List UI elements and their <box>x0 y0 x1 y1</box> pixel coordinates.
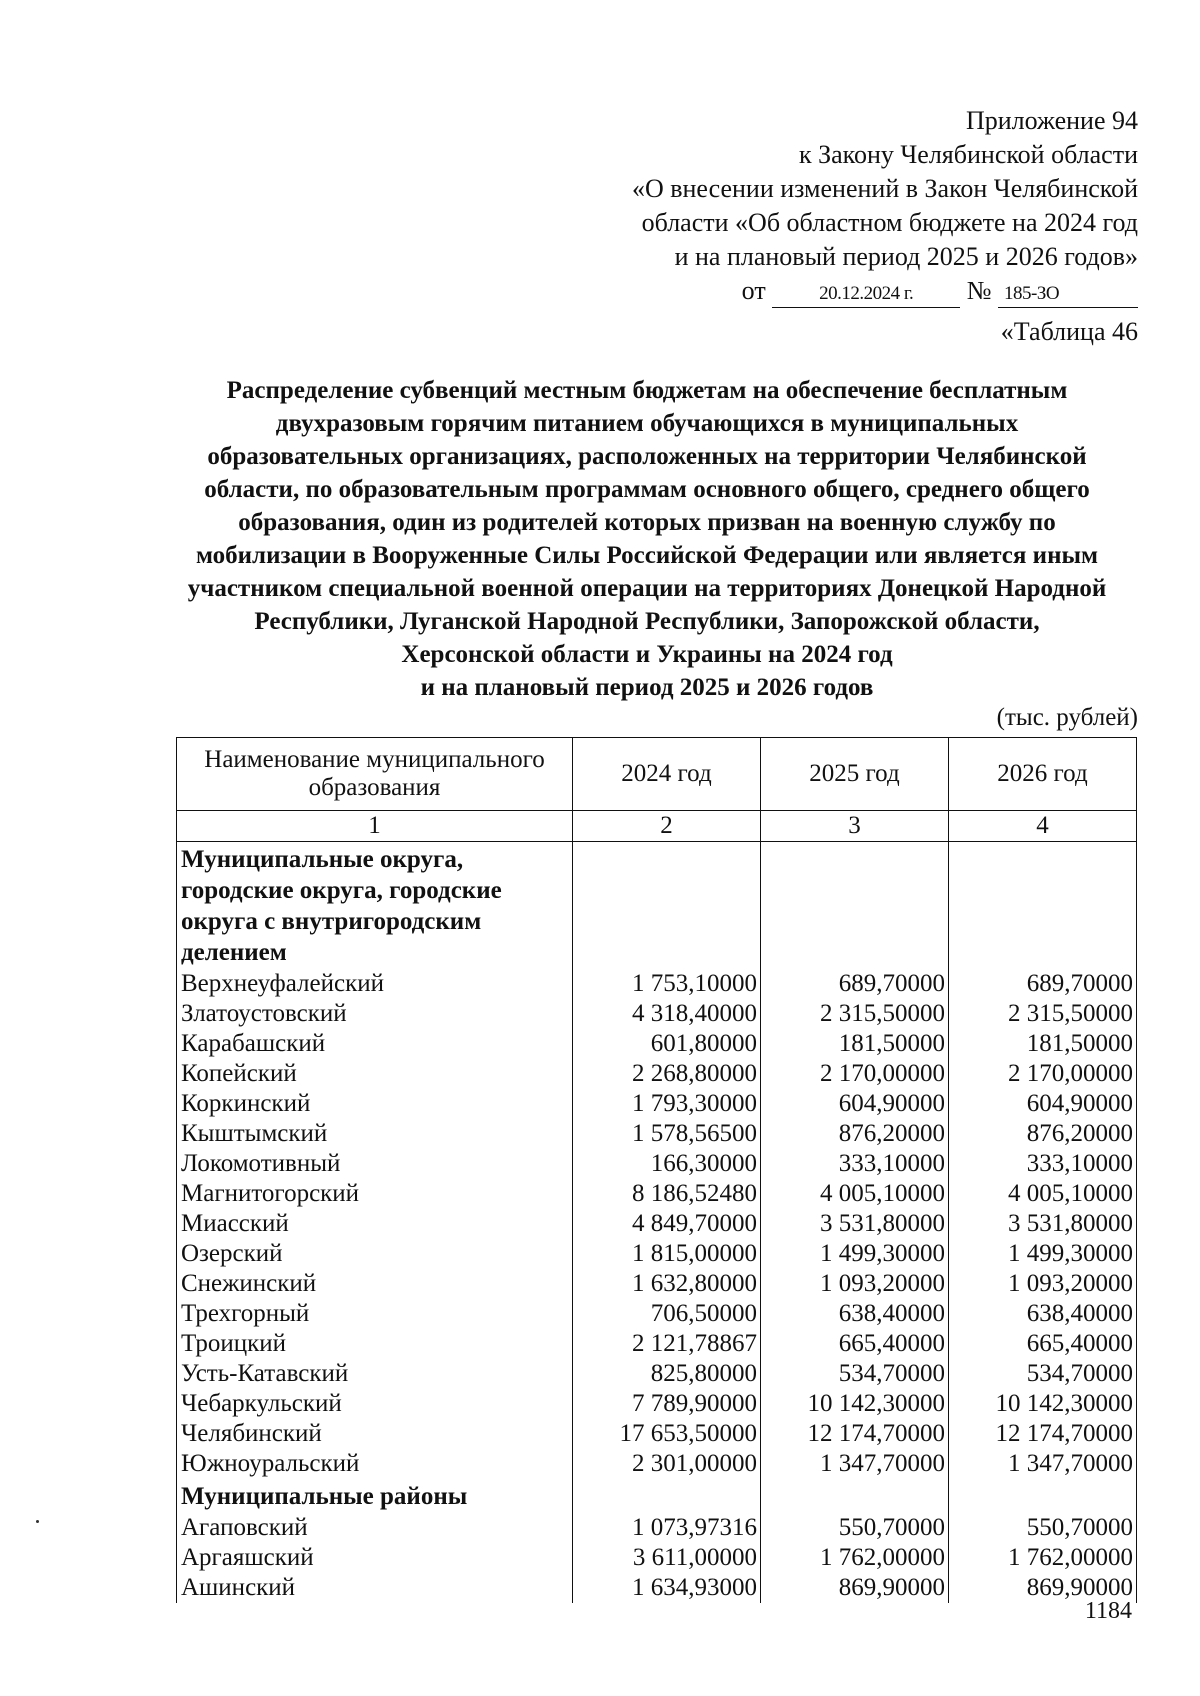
table-row <box>177 1059 1137 1089</box>
value-2025: 181,50000 <box>761 1029 949 1059</box>
table-row <box>177 1359 1137 1389</box>
column-number: 1 <box>177 811 573 842</box>
value-2025: 604,90000 <box>761 1089 949 1119</box>
municipality-name: Троицкий <box>177 1329 573 1359</box>
table-row <box>177 1573 1137 1603</box>
value-2026: 1 093,20000 <box>949 1269 1137 1299</box>
municipality-name: Карабашский <box>177 1029 573 1059</box>
table-row <box>177 1269 1137 1299</box>
municipality-name: Локомотивный <box>177 1149 573 1179</box>
value-2026: 638,40000 <box>949 1299 1137 1329</box>
header-municipality: Наименование муниципального образования <box>177 738 573 811</box>
municipality-name: Южноуральский <box>177 1449 573 1479</box>
value-2026: 2 315,50000 <box>949 999 1137 1029</box>
value-2025: 10 142,30000 <box>761 1389 949 1419</box>
municipality-name: Златоустовский <box>177 999 573 1029</box>
value-2024: 2 121,78867 <box>573 1329 761 1359</box>
value-2024: 1 578,56500 <box>573 1119 761 1149</box>
value-2025: 876,20000 <box>761 1119 949 1149</box>
value-2026: 665,40000 <box>949 1329 1137 1359</box>
municipality-name: Ашинский <box>177 1573 573 1603</box>
group-heading-row <box>177 1479 1137 1513</box>
municipality-name: Миасский <box>177 1209 573 1239</box>
title-line: мобилизации в Вооруженные Силы Российской Федерации или является иным <box>195 542 1099 569</box>
title-line: участником специальной военной операции на территориях Донецкой Народной <box>187 575 1107 602</box>
column-number: 4 <box>949 811 1137 842</box>
value-2025: 869,90000 <box>761 1573 949 1603</box>
value-2025: 534,70000 <box>761 1359 949 1389</box>
value-2024: 1 793,30000 <box>573 1089 761 1119</box>
value-2026: 604,90000 <box>949 1089 1137 1119</box>
title-line: образовательных организациях, расположенных на территории Челябинской <box>207 443 1087 470</box>
value-2024: 825,80000 <box>573 1359 761 1389</box>
table-body <box>177 842 1137 1604</box>
value-2026: 876,20000 <box>949 1119 1137 1149</box>
table-row <box>177 1329 1137 1359</box>
table-row <box>177 1299 1137 1329</box>
value-2024: 706,50000 <box>573 1299 761 1329</box>
title-line: области, по образовательным программам основного общего, среднего общего <box>204 476 1090 503</box>
value-2026: 4 005,10000 <box>949 1179 1137 1209</box>
value-2024: 17 653,50000 <box>573 1419 761 1449</box>
group-heading: Муниципальные районы <box>177 1479 573 1513</box>
value-2025: 1 347,70000 <box>761 1449 949 1479</box>
table-row <box>177 1543 1137 1573</box>
units-label: (тыс. рублей) <box>996 704 1138 731</box>
value-2026: 1 499,30000 <box>949 1239 1137 1269</box>
value-2026: 333,10000 <box>949 1149 1137 1179</box>
title-line: двухразовым горячим питанием обучающихся в муниципальных <box>275 410 1019 437</box>
table-row <box>177 1089 1137 1119</box>
value-2025: 12 174,70000 <box>761 1419 949 1449</box>
group-heading: Муниципальные округа, городские округа, городские округа с внутригородским делением <box>177 842 573 970</box>
law-signature-line <box>518 274 1138 308</box>
number-prefix: № <box>966 276 992 305</box>
value-2025: 689,70000 <box>761 969 949 999</box>
municipality-name: Челябинский <box>177 1419 573 1449</box>
value-2025: 2 315,50000 <box>761 999 949 1029</box>
value-2026: 534,70000 <box>949 1359 1137 1389</box>
value-2024: 2 301,00000 <box>573 1449 761 1479</box>
title-line: образования, один из родителей которых призван на военную службу по <box>238 509 1056 536</box>
value-2025: 1 499,30000 <box>761 1239 949 1269</box>
municipality-name: Снежинский <box>177 1269 573 1299</box>
table-row <box>177 969 1137 999</box>
table-row <box>177 1149 1137 1179</box>
municipality-name: Магнитогорский <box>177 1179 573 1209</box>
empty-cell <box>573 1479 761 1513</box>
subvention-table <box>176 737 1137 1603</box>
value-2025: 333,10000 <box>761 1149 949 1179</box>
municipality-name: Усть-Катавский <box>177 1359 573 1389</box>
value-2025: 638,40000 <box>761 1299 949 1329</box>
table-row <box>177 1449 1137 1479</box>
table-row <box>177 1239 1137 1269</box>
empty-cell <box>761 842 949 970</box>
value-2025: 1 093,20000 <box>761 1269 949 1299</box>
municipality-name: Кыштымский <box>177 1119 573 1149</box>
value-2026: 181,50000 <box>949 1029 1137 1059</box>
value-2025: 1 762,00000 <box>761 1543 949 1573</box>
value-2024: 166,30000 <box>573 1149 761 1179</box>
empty-cell <box>949 842 1137 970</box>
municipality-name: Агаповский <box>177 1513 573 1543</box>
header-2025: 2025 год <box>761 738 949 811</box>
appendix-line: к Закону Челябинской области <box>798 140 1138 169</box>
value-2024: 4 849,70000 <box>573 1209 761 1239</box>
empty-cell <box>573 842 761 970</box>
municipality-name: Копейский <box>177 1059 573 1089</box>
value-2024: 1 634,93000 <box>573 1573 761 1603</box>
value-2024: 3 611,00000 <box>573 1543 761 1573</box>
municipality-name: Верхнеуфалейский <box>177 969 573 999</box>
appendix-header <box>518 104 1138 308</box>
table-row <box>177 1209 1137 1239</box>
title-line: Распределение субвенций местным бюджетам на обеспечение бесплатным <box>226 377 1068 404</box>
appendix-line: «О внесении изменений в Закон Челябинской <box>631 174 1138 203</box>
title-line: и на плановый период 2025 и 2026 годов <box>420 674 874 701</box>
value-2024: 1 753,10000 <box>573 969 761 999</box>
municipality-name: Трехгорный <box>177 1299 573 1329</box>
value-2026: 1 762,00000 <box>949 1543 1137 1573</box>
scan-speck <box>36 1520 39 1523</box>
law-number: 185-ЗО <box>998 281 1138 308</box>
value-2026: 689,70000 <box>949 969 1137 999</box>
empty-cell <box>949 1479 1137 1513</box>
value-2024: 1 632,80000 <box>573 1269 761 1299</box>
table-row <box>177 1119 1137 1149</box>
value-2024: 4 318,40000 <box>573 999 761 1029</box>
value-2026: 550,70000 <box>949 1513 1137 1543</box>
value-2025: 4 005,10000 <box>761 1179 949 1209</box>
municipality-name: Коркинский <box>177 1089 573 1119</box>
column-number: 3 <box>761 811 949 842</box>
value-2025: 665,40000 <box>761 1329 949 1359</box>
value-2026: 10 142,30000 <box>949 1389 1137 1419</box>
value-2025: 2 170,00000 <box>761 1059 949 1089</box>
table-row <box>177 1389 1137 1419</box>
header-2024: 2024 год <box>573 738 761 811</box>
table-row <box>177 1029 1137 1059</box>
title-line: Херсонской области и Украины на 2024 год <box>401 641 893 668</box>
value-2024: 1 073,97316 <box>573 1513 761 1543</box>
value-2025: 550,70000 <box>761 1513 949 1543</box>
value-2026: 12 174,70000 <box>949 1419 1137 1449</box>
appendix-line: Приложение 94 <box>965 106 1138 135</box>
value-2024: 601,80000 <box>573 1029 761 1059</box>
header-2026: 2026 год <box>949 738 1137 811</box>
value-2024: 1 815,00000 <box>573 1239 761 1269</box>
law-date: 20.12.2024 г. <box>772 281 960 308</box>
value-2024: 2 268,80000 <box>573 1059 761 1089</box>
table-row <box>177 999 1137 1029</box>
empty-cell <box>761 1479 949 1513</box>
table-row <box>177 1179 1137 1209</box>
column-number: 2 <box>573 811 761 842</box>
appendix-line: области «Об областном бюджете на 2024 год <box>641 208 1138 237</box>
value-2026: 869,90000 <box>949 1573 1137 1603</box>
municipality-name: Чебаркульский <box>177 1389 573 1419</box>
page-number: 1184 <box>1084 1598 1132 1624</box>
table-reference: «Таблица 46 <box>1000 317 1138 346</box>
table-row <box>177 1513 1137 1543</box>
value-2025: 3 531,80000 <box>761 1209 949 1239</box>
value-2026: 1 347,70000 <box>949 1449 1137 1479</box>
group-heading-row <box>177 842 1137 970</box>
value-2026: 2 170,00000 <box>949 1059 1137 1089</box>
value-2024: 8 186,52480 <box>573 1179 761 1209</box>
column-number-row <box>177 811 1137 842</box>
municipality-name: Озерский <box>177 1239 573 1269</box>
title-line: Республики, Луганской Народной Республики, Запорожской области, <box>254 608 1040 635</box>
date-prefix: от <box>741 276 766 305</box>
header-row <box>177 738 1137 811</box>
value-2026: 3 531,80000 <box>949 1209 1137 1239</box>
table-row <box>177 1419 1137 1449</box>
document-title <box>140 374 1154 704</box>
municipality-name: Аргаяшский <box>177 1543 573 1573</box>
value-2024: 7 789,90000 <box>573 1389 761 1419</box>
appendix-line: и на плановый период 2025 и 2026 годов» <box>674 242 1138 271</box>
